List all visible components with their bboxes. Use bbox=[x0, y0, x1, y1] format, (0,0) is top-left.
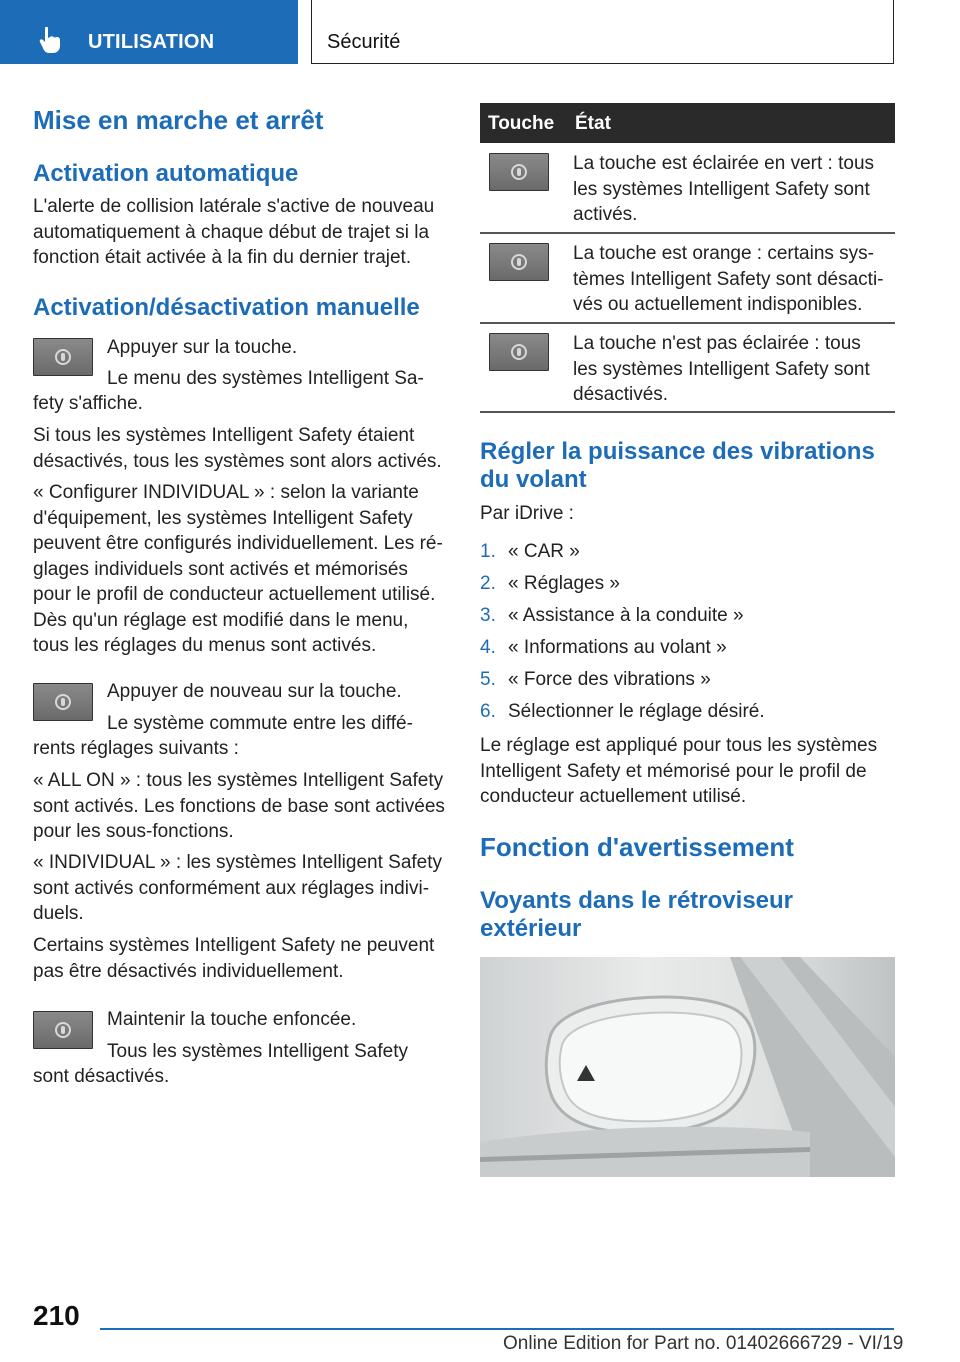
table-divider bbox=[480, 411, 895, 413]
section-title: Mise en marche et arrêt bbox=[33, 105, 324, 135]
b3-line2: Tous les systèmes Intelligent Safety bbox=[107, 1041, 408, 1062]
list-item: 4. « Informations au volant » bbox=[480, 637, 727, 658]
button-orange-icon bbox=[489, 243, 549, 281]
list-item: 2. « Réglages » bbox=[480, 573, 620, 594]
list-item: 1. « CAR » bbox=[480, 541, 580, 562]
list-item: 5. « Force des vibrations » bbox=[480, 669, 711, 690]
table-row: La touche n'est pas éclairée : tous les systèmes Intelligent Safety sont désactivés. bbox=[573, 333, 870, 405]
subheading-vibrations: Régler la puissance des vibrations du volant bbox=[480, 438, 875, 493]
table-col-etat: État bbox=[575, 113, 611, 134]
b3-line1: Maintenir la touche enfoncée. bbox=[107, 1009, 357, 1030]
b2-line1: Appuyer de nouveau sur la touche. bbox=[107, 681, 402, 702]
b2-line3: rents réglages suivants : bbox=[33, 738, 239, 759]
table-row: La touche est éclairée en vert : tous les systèmes Intelligent Safety sont activés. bbox=[573, 153, 875, 225]
header-section bbox=[311, 0, 894, 64]
hand-pointer-icon bbox=[38, 26, 64, 54]
list-item: 3. « Assistance à la conduite » bbox=[480, 605, 744, 626]
side-mirror-illustration bbox=[480, 957, 895, 1177]
header-tab-label: UTILISATION bbox=[88, 31, 215, 53]
subheading-automatic: Activation automatique bbox=[33, 160, 299, 187]
footer-divider bbox=[100, 1328, 894, 1330]
subheading-manual: Activation/désactivation manuelle bbox=[33, 294, 420, 321]
table-col-touche: Touche bbox=[488, 113, 555, 134]
section-label: Sécurité bbox=[327, 31, 401, 53]
list-item: 6. Sélectionner le réglage désiré. bbox=[480, 701, 765, 722]
paragraph-not-deactivatable: Certains systèmes Intelligent Safety ne peuvent pas être désactivés individuellement. bbox=[33, 935, 435, 982]
paragraph-individual-config: « Configurer INDIVIDUAL » : selon la variante d'équipement, les systèmes Intelligent Safety peuvent être configurés individuellement. Les ré‐ glages individuels sont activés et mémorisés pour le profil de conducteur actuellement utilisé. Dès qu'un réglage est modifié dans le menu, tous les réglages du menus sont activés. bbox=[33, 482, 443, 656]
table-header bbox=[480, 103, 895, 143]
button-off-icon bbox=[489, 333, 549, 371]
paragraph-all-disabled: Si tous les systèmes Intelligent Safety étaient désactivés, tous les systèmes sont alors activés. bbox=[33, 425, 442, 472]
intelligent-safety-button-icon bbox=[33, 683, 93, 721]
b1-line3: fety s'affiche. bbox=[33, 393, 143, 414]
b1-line2: Le menu des systèmes Intelligent Sa‐ bbox=[107, 368, 424, 389]
paragraph-setting-applied: Le réglage est appliqué pour tous les systèmes Intelligent Safety et mémorisé pour le profil de conducteur actuellement utilisé. bbox=[480, 735, 878, 807]
idrive-intro: Par iDrive : bbox=[480, 503, 574, 524]
b3-line3: sont désactivés. bbox=[33, 1066, 170, 1087]
table-row: La touche est orange : certains sys‐ tèmes Intelligent Safety sont désacti‐ vés ou actuellement indisponibles. bbox=[573, 243, 884, 315]
page-number: 210 bbox=[33, 1300, 80, 1331]
subheading-mirror: Voyants dans le rétroviseur extérieur bbox=[480, 887, 794, 942]
footer-edition: Online Edition for Part no. 01402666729 - VI/19 bbox=[503, 1333, 904, 1354]
heading-warning: Fonction d'avertissement bbox=[480, 832, 794, 862]
button-green-icon bbox=[489, 153, 549, 191]
b2-line2: Le système commute entre les diffé‐ bbox=[107, 713, 413, 734]
table-divider bbox=[480, 232, 895, 234]
header-tab[interactable] bbox=[0, 0, 298, 64]
b1-line1: Appuyer sur la touche. bbox=[107, 337, 298, 358]
paragraph-automatic: L'alerte de collision latérale s'active de nouveau automatiquement à chaque début de trajet si la fonction était activée à la fin du dernier trajet. bbox=[33, 196, 435, 268]
paragraph-all-on: « ALL ON » : tous les systèmes Intelligent Safety sont activés. Les fonctions de base sont activées pour les sous-fonctions. bbox=[33, 770, 445, 842]
intelligent-safety-button-icon bbox=[33, 338, 93, 376]
paragraph-individual: « INDIVIDUAL » : les systèmes Intelligent Safety sont activés conformément aux réglages indivi‐ duels. bbox=[33, 852, 443, 924]
table-divider bbox=[480, 322, 895, 324]
intelligent-safety-button-icon bbox=[33, 1011, 93, 1049]
